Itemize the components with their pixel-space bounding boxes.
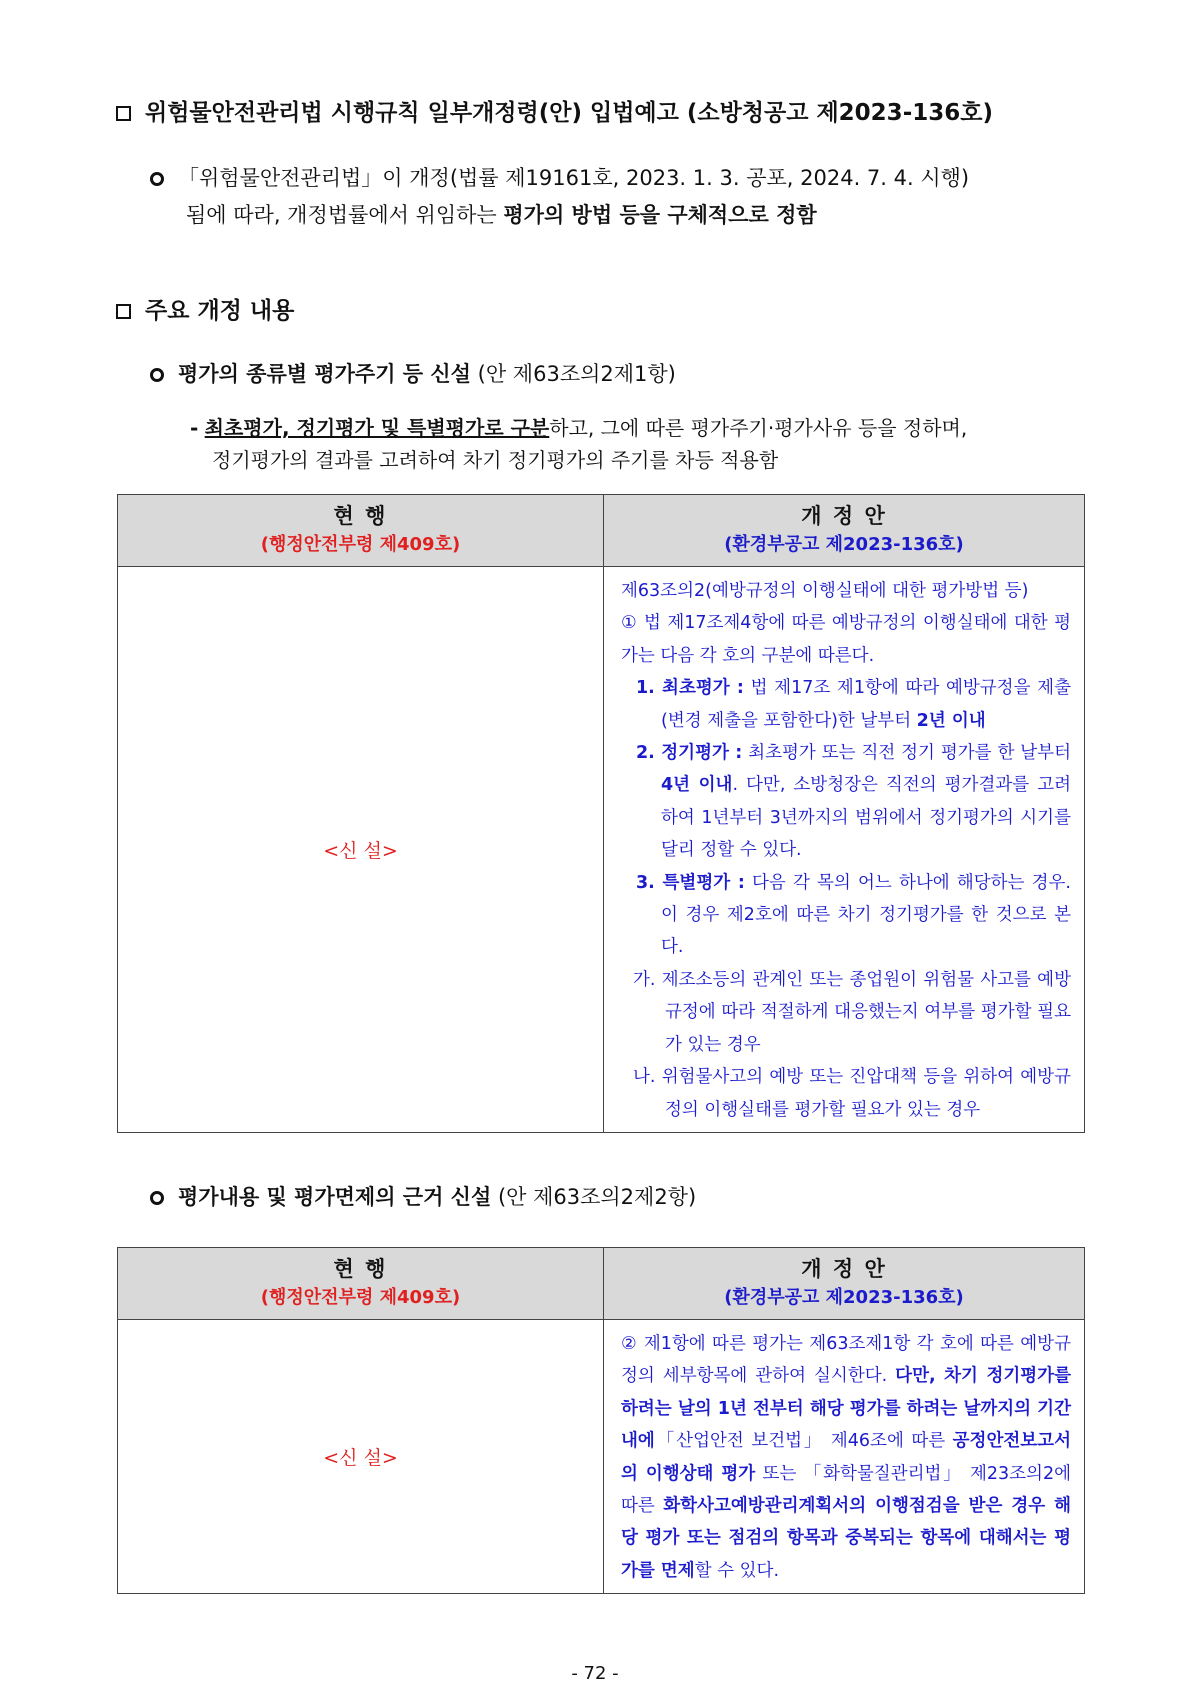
list-item-label: 2. 정기평가 : (636, 743, 743, 764)
section-title (116, 292, 294, 325)
list-item-bold: 2년 이내 (916, 710, 986, 731)
header-current (118, 1248, 604, 1320)
circle-bullet-icon (150, 172, 164, 186)
para-text: 또는 「화학물질관리법」 제23조의2에 따른 (621, 1463, 1071, 1517)
header-proposed-label: 개 정 안 (801, 1257, 887, 1281)
document-title-text: 위험물안전관리법 시행규칙 일부개정령(안) 입법예고 (소방청공고 제2023-136호) (145, 100, 993, 126)
item2-heading (150, 1181, 696, 1211)
para-bold: 다만, 차기 정기평가를 하려는 날의 1년 전부터 해당 평가를 하려는 날까지의 기간 내에 (621, 1366, 1071, 1452)
comparison-table-1 (117, 494, 1085, 1133)
proposed-text-cell (604, 1320, 1085, 1594)
intro-line1: 「위험물안전관리법」이 개정(법률 제19161호, 2023. 1. 3. 공포, 2024. 7. 4. 시행) (178, 166, 970, 190)
sub-item-b: 나. 위험물사고의 예방 또는 진압대책 등을 위하여 예방규정의 이행실태를 평가할 필요가 있는 경우 (633, 1067, 1071, 1120)
header-current-label: 현 행 (333, 504, 388, 528)
square-bullet-icon (116, 304, 131, 319)
para-bold: 공정안전보고서의 이행상태 평가 (621, 1431, 1071, 1484)
document-title (116, 94, 993, 127)
intro-line2-bold: 평가의 방법 등을 구체적으로 정함 (503, 203, 817, 227)
header-proposed-sub: (환경부공고 제2023-136호) (724, 534, 964, 555)
list-item-text: 다음 각 목의 어느 하나에 해당하는 경우. 이 경우 제2호에 따른 차기 정기평가를 한 것으로 본다. (661, 872, 1071, 958)
item1-heading-ref: (안 제63조의2제1항) (477, 362, 676, 386)
header-current (118, 495, 604, 567)
section-title-text: 주요 개정 내용 (145, 298, 295, 324)
article-title: 제63조의2(예방규정의 이행실태에 대한 평가방법 등) (621, 581, 1029, 601)
list-item-label: 3. 특별평가 : (636, 872, 745, 893)
list-item-label: 1. 최초평가 : (636, 678, 744, 699)
header-proposed-sub: (환경부공고 제2023-136호) (724, 1287, 964, 1308)
intro-line2: 됨에 따라, 개정법률에서 위임하는 (186, 203, 504, 227)
item1-heading-bold: 평가의 종류별 평가주기 등 신설 (178, 362, 471, 386)
header-proposed-label: 개 정 안 (801, 504, 887, 528)
item1-heading (150, 358, 676, 388)
list-item-text: 법 제17조 제1항에 따라 예방규정을 제출(변경 제출을 포함한다)한 날부터 (661, 678, 1071, 731)
new-label: <신 설> (323, 1447, 398, 1470)
new-provision-cell (118, 1320, 604, 1594)
square-bullet-icon (116, 106, 131, 121)
item1-description (190, 412, 1084, 476)
list-item (621, 867, 1071, 964)
item1-desc-line2: 정기평가의 결과를 고려하여 차기 정기평가의 주기를 차등 적용함 (212, 448, 779, 472)
comparison-table-2 (117, 1247, 1085, 1594)
item2-heading-bold: 평가내용 및 평가면제의 근거 신설 (178, 1185, 492, 1209)
new-label: <신 설> (323, 839, 398, 862)
item1-desc-bold: 최초평가, 정기평가 및 특별평가로 구분 (204, 416, 550, 440)
item2-heading-ref: (안 제63조의2제2항) (497, 1185, 697, 1209)
list-item-rest: . 다만, 소방청장은 직전의 평가결과를 고려하여 1년부터 3년까지의 범위에서 정기평가의 시기를 달리 정할 수 있다. (661, 775, 1071, 861)
para-text: 「산업안전 보건법」 제46조에 따른 (654, 1431, 953, 1452)
proposed-text-cell (604, 567, 1085, 1133)
new-provision-cell (118, 567, 604, 1133)
list-item (621, 737, 1071, 867)
header-proposed (604, 495, 1085, 567)
header-proposed (604, 1248, 1085, 1320)
header-current-sub: (행정안전부령 제409호) (260, 534, 461, 555)
para-text: 할 수 있다. (694, 1560, 780, 1581)
page-number: - 72 - (571, 1663, 619, 1684)
list-item (621, 672, 1071, 737)
intro-paragraph (150, 160, 1084, 234)
paragraph-1: ① 법 제17조제4항에 따른 예방규정의 이행실태에 대한 평가는 다음 각 호의 구분에 따른다. (621, 613, 1071, 666)
dash-bullet: - (190, 416, 199, 440)
list-item-text: 최초평가 또는 직전 정기 평가를 한 날부터 (742, 743, 1071, 764)
para-bold: 화학사고예방관리계획서의 이행점검을 받은 경우 해당 평가 또는 점검의 항목과 중복되는 항목에 대해서는 평가를 면제 (621, 1496, 1072, 1581)
header-current-label: 현 행 (333, 1257, 388, 1281)
para-text: ② 제1항에 따른 평가는 제63조제1항 각 호에 따른 예방규정의 세부항목에 관하여 실시한다. (621, 1334, 1071, 1387)
item1-desc-rest: 하고, 그에 따른 평가주기·평가사유 등을 정하며, (549, 416, 968, 440)
circle-bullet-icon (150, 368, 164, 382)
header-current-sub: (행정안전부령 제409호) (260, 1287, 461, 1308)
sub-item-a: 가. 제조소등의 관계인 또는 종업원이 위험물 사고를 예방규정에 따라 적절하게 대응했는지 여부를 평가할 필요가 있는 경우 (633, 969, 1071, 1055)
circle-bullet-icon (150, 1191, 164, 1205)
list-item-bold: 4년 이내 (661, 775, 733, 796)
